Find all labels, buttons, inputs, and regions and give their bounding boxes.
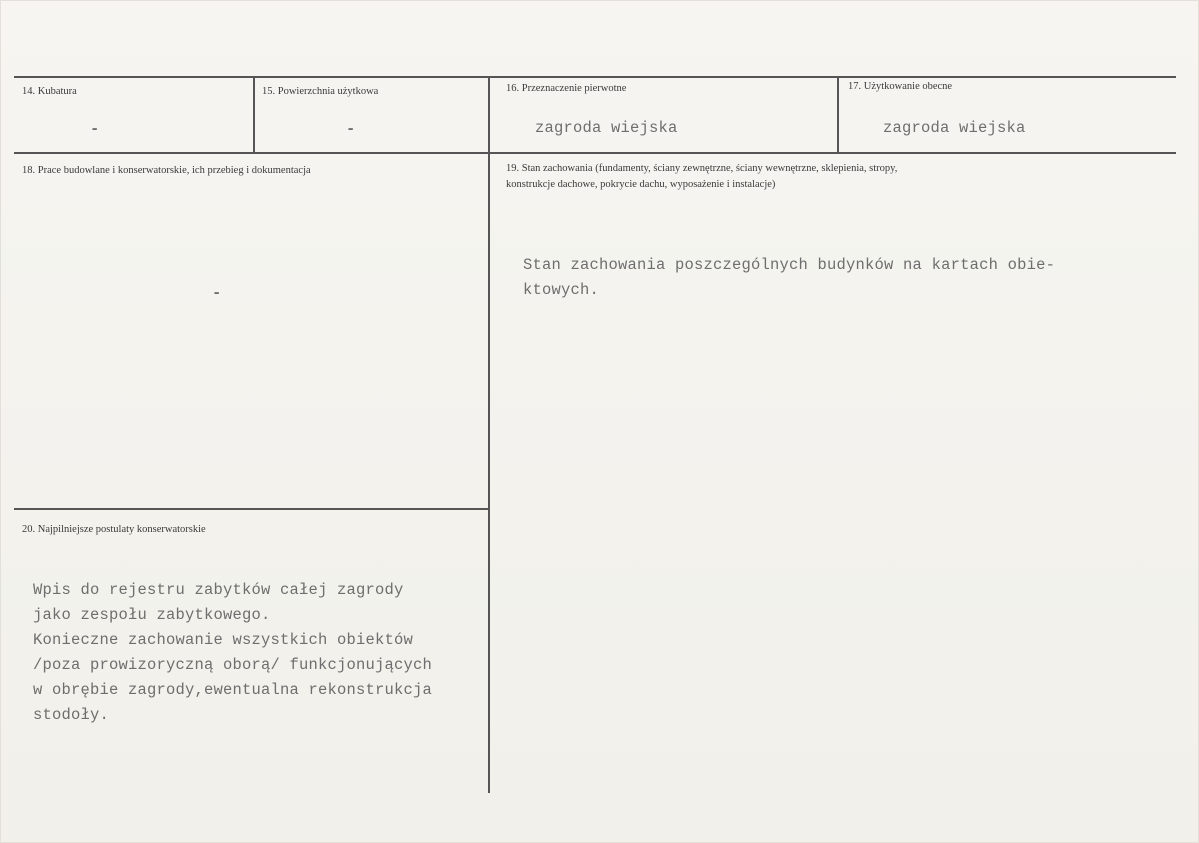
rule-v-15-16: [488, 77, 490, 793]
field-19-value-line-2: ktowych.: [523, 281, 600, 299]
rule-row2-bottom: [14, 508, 490, 510]
field-20-value-line-3: Konieczne zachowanie wszystkich obiektów: [33, 631, 414, 649]
field-15-value: -: [346, 120, 356, 138]
field-20-label: 20. Najpilniejsze postulaty konserwatorskie: [22, 524, 206, 535]
field-20-value-line-2: jako zespołu zabytkowego.: [33, 606, 271, 624]
field-17-value: zagroda wiejska: [883, 119, 1026, 137]
field-20-value-line-5: w obrębie zagrody,ewentualna rekonstrukcja: [33, 681, 433, 699]
field-14-label: 14. Kubatura: [22, 86, 77, 97]
field-20-value-line-1: Wpis do rejestru zabytków całej zagrody: [33, 581, 404, 599]
rule-v-16-17: [837, 77, 839, 152]
field-19-label-line-2: konstrukcje dachowe, pokrycie dachu, wyposażenie i instalacje): [506, 179, 776, 190]
field-18-label: 18. Prace budowlane i konserwatorskie, ich przebieg i dokumentacja: [22, 165, 311, 176]
field-19-value-line-1: Stan zachowania poszczególnych budynków na kartach obie-: [523, 256, 1056, 274]
rule-row1-bottom: [14, 152, 1176, 154]
field-16-value: zagroda wiejska: [535, 119, 678, 137]
rule-v-14-15: [253, 77, 255, 152]
field-18-value: -: [212, 284, 222, 302]
field-19-label-line-1: 19. Stan zachowania (fundamenty, ściany zewnętrzne, ściany wewnętrzne, sklepienia, stropy,: [506, 163, 898, 174]
field-15-label: 15. Powierzchnia użytkowa: [262, 86, 379, 97]
field-16-label: 16. Przeznaczenie pierwotne: [506, 83, 627, 94]
field-17-label: 17. Użytkowanie obecne: [848, 81, 953, 92]
field-14-value: -: [90, 120, 100, 138]
field-20-value-line-4: /poza prowizoryczną oborą/ funkcjonujących: [33, 656, 433, 674]
field-20-value-line-6: stodoły.: [33, 706, 110, 724]
rule-top: [14, 76, 1176, 78]
